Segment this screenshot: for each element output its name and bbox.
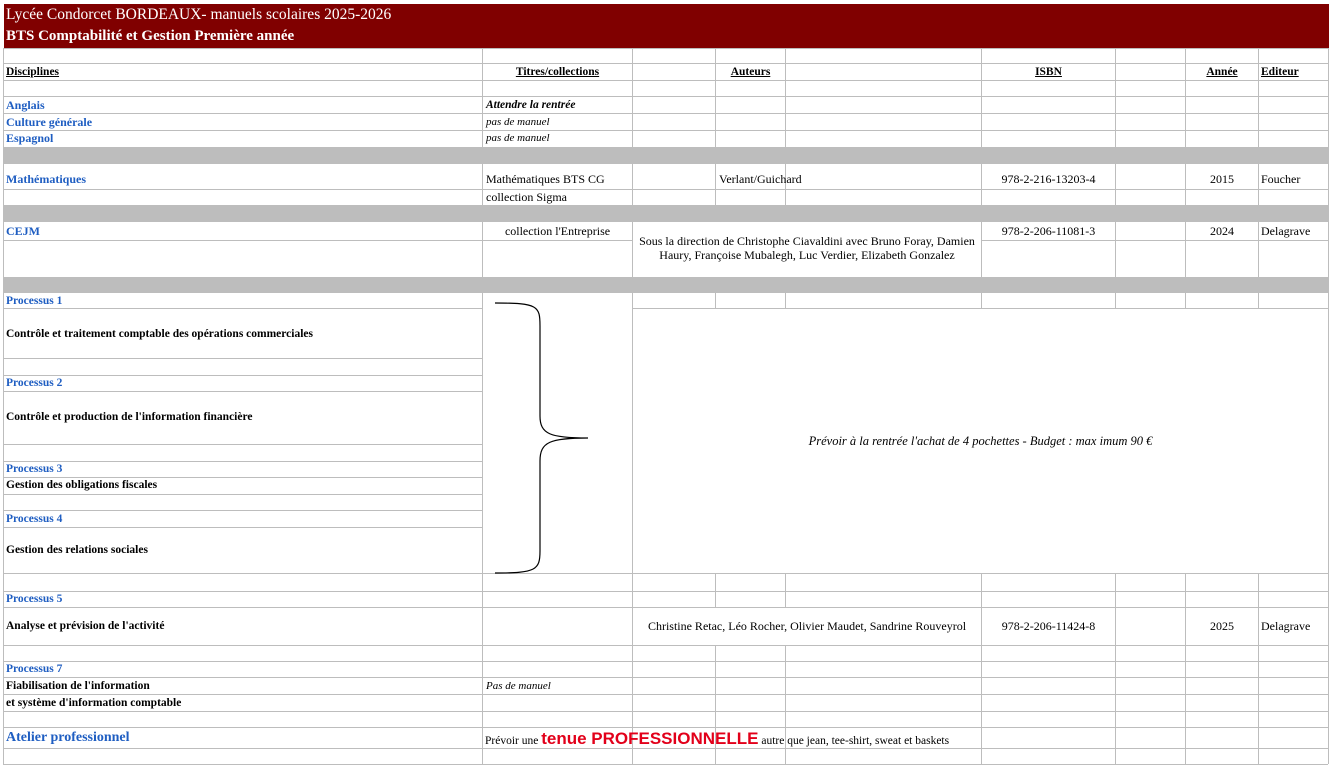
titre-espagnol: pas de manuel bbox=[486, 132, 550, 144]
discipline-cejm: CEJM bbox=[6, 224, 40, 238]
titre-p7: Pas de manuel bbox=[486, 680, 551, 692]
processus-7-title-line2: et système d'information comptable bbox=[6, 697, 182, 709]
titre-cejm: collection l'Entreprise bbox=[504, 224, 611, 238]
discipline-anglais: Anglais bbox=[6, 98, 45, 112]
titre-culture: pas de manuel bbox=[486, 116, 550, 128]
discipline-maths: Mathématiques bbox=[6, 172, 86, 186]
atelier-note-pre: Prévoir une bbox=[485, 735, 542, 747]
discipline-espagnol: Espagnol bbox=[6, 131, 54, 145]
editeur-p5: Delagrave bbox=[1261, 619, 1311, 633]
atelier-note-highlight: tenue PROFESSIONNELLE bbox=[541, 729, 759, 748]
isbn-p5: 978-2-206-11424-8 bbox=[1001, 619, 1096, 633]
titre-anglais: Attendre la rentrée bbox=[486, 99, 576, 111]
separator-band bbox=[3, 148, 1329, 163]
auteurs-cejm-line1: Sous la direction de Christophe Ciavaldini avec Bruno Foray, Damien bbox=[639, 234, 975, 248]
isbn-cejm: 978-2-206-11081-3 bbox=[1001, 224, 1096, 238]
atelier-note-post: autre que jean, tee-shirt, sweat et baskets bbox=[758, 735, 950, 747]
col-auteurs: Auteurs bbox=[730, 66, 771, 78]
processus-3-label: Processus 3 bbox=[6, 463, 63, 475]
curly-brace-icon bbox=[490, 296, 600, 580]
separator-band bbox=[3, 206, 1329, 221]
col-titres: Titres/collections bbox=[515, 66, 600, 78]
processus-4-title: Gestion des relations sociales bbox=[6, 544, 148, 556]
annee-p5: 2025 bbox=[1210, 619, 1234, 633]
processus-3-title: Gestion des obligations fiscales bbox=[6, 479, 158, 491]
col-editeur: Editeur bbox=[1261, 66, 1299, 78]
processus-1-title: Contrôle et traitement comptable des opérations commerciales bbox=[6, 328, 314, 340]
sheet-subtitle: BTS Comptabilité et Gestion Première année bbox=[4, 27, 1329, 48]
titre-maths-collection: collection Sigma bbox=[486, 190, 567, 204]
processus-2-label: Processus 2 bbox=[6, 377, 63, 389]
separator-band bbox=[3, 278, 1329, 292]
processus-7-title-line1: Fiabilisation de l'information bbox=[6, 680, 150, 692]
auteurs-maths: Verlant/Guichard bbox=[719, 172, 802, 186]
processus-1-label: Processus 1 bbox=[6, 295, 63, 307]
col-disciplines: Disciplines bbox=[6, 66, 60, 78]
col-isbn: ISBN bbox=[1035, 66, 1062, 78]
sheet-title: Lycée Condorcet BORDEAUX- manuels scolaires 2025-2026 bbox=[4, 4, 1329, 27]
discipline-atelier: Atelier professionnel bbox=[6, 730, 130, 745]
titre-maths: Mathématiques BTS CG bbox=[486, 172, 605, 186]
editeur-maths: Foucher bbox=[1261, 172, 1301, 186]
processus-2-title: Contrôle et production de l'information financière bbox=[6, 411, 253, 423]
processus-5-title: Analyse et prévision de l'activité bbox=[6, 620, 165, 632]
editeur-cejm: Delagrave bbox=[1261, 224, 1311, 238]
isbn-maths: 978-2-216-13203-4 bbox=[1001, 172, 1096, 186]
annee-maths: 2015 bbox=[1210, 172, 1234, 186]
auteurs-p5: Christine Retac, Léo Rocher, Olivier Maudet, Sandrine Rouveyrol bbox=[647, 619, 967, 633]
processus-4-label: Processus 4 bbox=[6, 513, 63, 525]
discipline-culture: Culture générale bbox=[6, 115, 93, 129]
col-annee: Année bbox=[1206, 66, 1238, 78]
annee-cejm: 2024 bbox=[1210, 224, 1234, 238]
processus-5-label: Processus 5 bbox=[6, 593, 63, 605]
processus-note: Prévoir à la rentrée l'achat de 4 pochettes - Budget : max imum 90 € bbox=[808, 434, 1153, 448]
processus-7-label: Processus 7 bbox=[6, 663, 63, 675]
atelier-note bbox=[485, 729, 949, 751]
auteurs-cejm-line2: Haury, Françoise Mubalegh, Luc Verdier, Elizabeth Gonzalez bbox=[659, 248, 955, 262]
